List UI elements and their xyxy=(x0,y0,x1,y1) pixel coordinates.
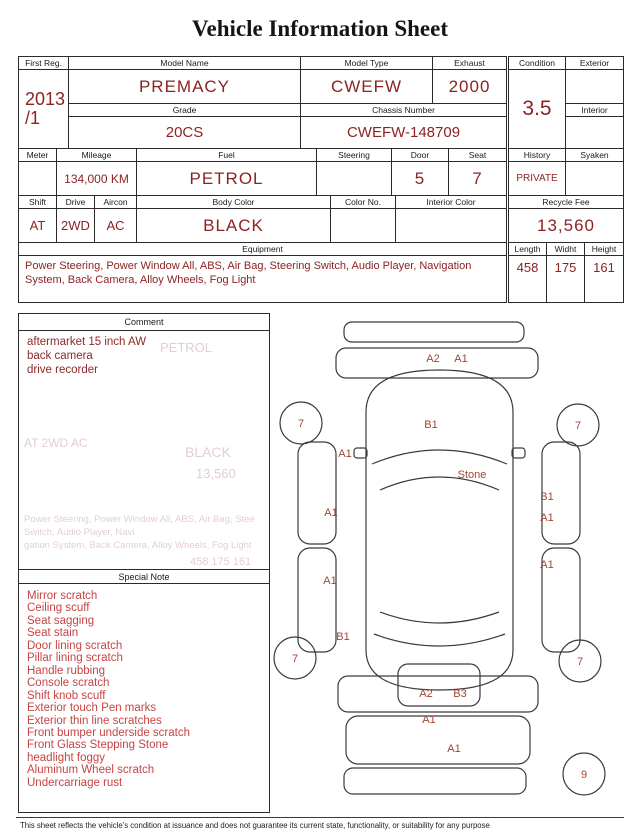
body-color-value: BLACK xyxy=(137,209,331,243)
seat-value: 7 xyxy=(449,162,506,196)
condition-value: 3.5 xyxy=(509,70,566,149)
ghost-text: BLACK xyxy=(185,444,231,460)
length-header: Length xyxy=(509,243,547,256)
exhaust-value: 2000 xyxy=(433,70,506,104)
history-header: History xyxy=(509,149,566,162)
history-section xyxy=(509,149,623,196)
width-value: 175 xyxy=(547,256,585,302)
color-no-value xyxy=(331,209,396,243)
shift-value: AT xyxy=(19,209,57,243)
comment-line: drive recorder xyxy=(27,363,98,376)
model-name-header: Model Name xyxy=(69,57,301,70)
damage-marker: 7 xyxy=(574,420,582,432)
drivetrain-section xyxy=(19,196,506,243)
mileage-value: 134,000 KM xyxy=(57,162,137,196)
damage-marker: Stone xyxy=(457,469,487,481)
height-header: Height xyxy=(585,243,623,256)
special-note-item: Mirror scratch xyxy=(27,590,98,602)
ghost-text: Switch, Audio Player, Navi xyxy=(24,527,135,538)
exhaust-header: Exhaust xyxy=(433,57,506,70)
seat-header: Seat xyxy=(449,149,506,162)
condition-table xyxy=(508,56,624,303)
history-value: PRIVATE xyxy=(509,162,566,196)
width-header: Widht xyxy=(547,243,585,256)
ghost-text: 458 175 161 xyxy=(190,556,252,568)
damage-marker: A2 xyxy=(419,688,433,700)
special-note-item: Aluminum Wheel scratch xyxy=(27,764,155,777)
height-value: 161 xyxy=(593,260,615,275)
syaken-header: Syaken xyxy=(566,149,623,162)
damage-marker: B3 xyxy=(453,688,467,700)
color-no-header: Color No. xyxy=(331,196,396,209)
ghost-text: gation System, Back Camera, Alloy Wheels, Fog Light xyxy=(24,540,252,551)
model-type-header: Model Type xyxy=(301,57,433,70)
damage-marker: B1 xyxy=(424,419,438,431)
aircon-header: Aircon xyxy=(95,196,137,209)
special-note-item: Ceiling scuff xyxy=(27,602,90,615)
damage-marker: A1 xyxy=(540,559,554,571)
damage-marker: A1 xyxy=(422,714,436,726)
damage-marker: A1 xyxy=(338,448,352,460)
damage-marker: A1 xyxy=(540,512,554,524)
special-note-item: Console scratch xyxy=(27,677,110,690)
door-header: Door xyxy=(392,149,449,162)
damage-marker: B1 xyxy=(336,631,350,643)
car-diagram xyxy=(268,312,640,812)
dimensions-section xyxy=(509,243,623,302)
equipment-section xyxy=(19,243,506,302)
interior-value xyxy=(566,117,623,149)
first-reg-month: /1 xyxy=(25,108,41,128)
special-note-item: Front Glass Stepping Stone xyxy=(27,739,169,752)
special-note-item: Seat stain xyxy=(27,627,79,640)
special-note-item: Pillar lining scratch xyxy=(27,652,123,665)
condition-header: Condition xyxy=(509,57,566,70)
door-value: 5 xyxy=(392,162,449,196)
registration-section xyxy=(19,57,506,149)
first-reg-year: 2013 xyxy=(25,89,66,110)
special-note-item: Shift knob scuff xyxy=(27,689,106,702)
grade-header: Grade xyxy=(69,104,301,117)
rear-window-top-line xyxy=(380,612,499,623)
rear-bumper xyxy=(346,716,530,764)
left-mirror xyxy=(354,448,367,458)
comment-header: Comment xyxy=(19,314,269,331)
exterior-header: Exterior xyxy=(566,57,623,70)
comment-line: aftermarket 15 inch AW xyxy=(27,336,147,348)
meter-value xyxy=(19,162,57,196)
damage-marker: B1 xyxy=(540,491,554,503)
interior-header: Interior xyxy=(566,104,623,117)
shift-header: Shift xyxy=(19,196,57,209)
comment-line: back camera xyxy=(27,349,93,362)
model-name-value: PREMACY xyxy=(69,70,301,104)
fuel-header: Fuel xyxy=(137,149,317,162)
rear-hatch xyxy=(398,664,480,706)
equipment-value: Power Steering, Power Window All, ABS, Air Bag, Steering Switch, Audio Player, Navigation System, Back Camera, Alloy Wheels, Fog Light xyxy=(25,260,472,287)
rear-lower-strip xyxy=(344,768,526,794)
left-rear-door-panel xyxy=(298,548,336,652)
mileage-header: Mileage xyxy=(57,149,137,162)
main-info-table xyxy=(18,56,507,303)
special-note-header: Special Note xyxy=(19,569,269,584)
meter-header: Meter xyxy=(19,149,57,162)
interior-color-value xyxy=(396,209,506,243)
drive-header: Drive xyxy=(57,196,95,209)
mileage-section xyxy=(19,149,506,196)
special-note-item: Exterior thin line scratches xyxy=(27,714,162,727)
special-note-item: Door lining scratch xyxy=(27,639,123,652)
special-note-item: Front bumper underside scratch xyxy=(27,726,190,739)
page-title: Vehicle Information Sheet xyxy=(192,16,448,41)
left-front-door-panel xyxy=(298,442,336,544)
exterior-value xyxy=(566,70,623,104)
special-note-item: Exterior touch Pen marks xyxy=(27,702,157,715)
aircon-value: AC xyxy=(95,209,137,243)
special-note-item: Handle rubbing xyxy=(27,664,106,677)
first-reg-value xyxy=(19,70,69,149)
ghost-text: Power Steering, Power Window All, ABS, Air Bag, Stee xyxy=(24,514,255,525)
ghost-text: 13,560 xyxy=(196,466,236,481)
comment-text xyxy=(19,331,269,382)
damage-marker: 9 xyxy=(580,769,588,781)
special-note-item: Seat sagging xyxy=(27,614,95,627)
damage-marker: 7 xyxy=(291,653,299,665)
ghost-text: AT 2WD AC xyxy=(24,436,88,450)
damage-marker: A1 xyxy=(454,353,468,365)
recycle-fee-section xyxy=(509,196,623,243)
ghost-text: PETROL xyxy=(160,340,213,355)
recycle-fee-value: 13,560 xyxy=(509,209,623,243)
equipment-header: Equipment xyxy=(19,243,506,256)
length-value: 458 xyxy=(509,256,547,302)
steering-value xyxy=(317,162,392,196)
comment-box xyxy=(18,313,270,813)
footer-disclaimer: This sheet reflects the vehicle's condition at issuance and does not guarantee its current state, functionality, or suitability for any purpose xyxy=(20,821,490,830)
recycle-fee-header: Recycle Fee xyxy=(509,196,623,209)
rear-window-bottom-line xyxy=(374,634,505,646)
special-note-list xyxy=(19,586,269,789)
fuel-value: PETROL xyxy=(137,162,317,196)
windshield-top-line xyxy=(372,450,507,464)
interior-color-header: Interior Color xyxy=(396,196,506,209)
syaken-value xyxy=(566,162,623,196)
first-reg-header: First Reg. xyxy=(19,57,69,70)
damage-marker: A1 xyxy=(324,507,338,519)
damage-marker: A1 xyxy=(447,743,461,755)
drive-value: 2WD xyxy=(57,209,95,243)
condition-section xyxy=(509,57,623,149)
grade-value: 20CS xyxy=(69,117,301,149)
body-color-header: Body Color xyxy=(137,196,331,209)
front-upper-strip xyxy=(344,322,524,342)
damage-marker: A2 xyxy=(426,353,440,365)
model-type-value: CWEFW xyxy=(301,70,433,104)
chassis-number-header: Chassis Number xyxy=(301,104,506,117)
chassis-number-value: CWEFW-148709 xyxy=(301,117,506,149)
footer-divider xyxy=(16,817,624,818)
right-mirror xyxy=(512,448,525,458)
steering-header: Steering xyxy=(317,149,392,162)
damage-marker: 7 xyxy=(297,418,305,430)
damage-marker: 7 xyxy=(576,656,584,668)
special-note-item: Undercarriage rust xyxy=(27,776,123,789)
damage-marker: A1 xyxy=(323,575,337,587)
special-note-item: headlight foggy xyxy=(27,751,106,764)
car-body-outline xyxy=(366,370,513,690)
